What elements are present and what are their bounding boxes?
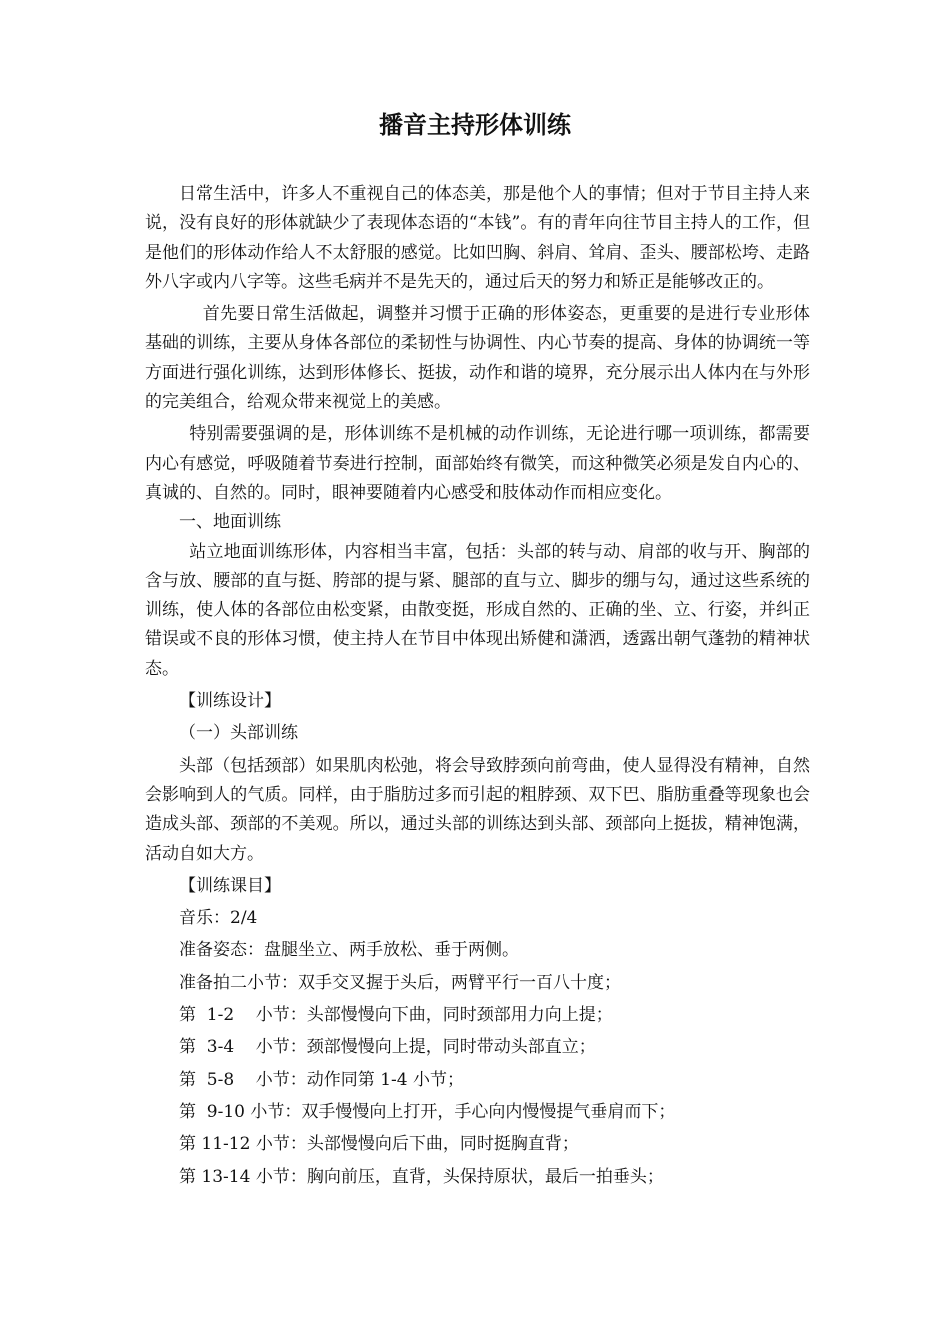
heading-training-course: 【训练课目】 — [179, 875, 281, 896]
step-music: 音乐：2/4 — [179, 908, 258, 929]
document-body — [145, 180, 810, 1192]
step-bars-5-8: 第 5-8 小节：动作同第 1-4 小节； — [179, 1069, 464, 1090]
paragraph-head-training: 头部（包括颈部）如果肌肉松弛，将会导致脖颈向前弯曲，使人显得没有精神，自然会影响到人的气质。同样，由于脂肪过多而引起的粗脖颈、双下巴、脂肪重叠等现象也会造成头部、颈部的不美观。所以，通过头部的训练达到头部、颈部向上挺拔，精神饱满，活动自如大方。 — [145, 755, 810, 864]
paragraph-floor-training: 站立地面训练形体，内容相当丰富，包括：头部的转与动、肩部的收与开、胸部的含与放、腰部的直与挺、胯部的提与紧、腿部的直与立、脚步的绷与勾，通过这些系统的训练，使人体的各部位由松变紧，由散变挺，形成自然的、正确的坐、立、行姿，并纠正错误或不良的形体习惯，使主持人在节目中体现出矫健和潇洒，透露出朝气蓬勃的精神状态。 — [145, 541, 810, 679]
step-bars-3-4: 第 3-4 小节：颈部慢慢向上提，同时带动头部直立； — [179, 1037, 596, 1058]
step-bars-11-12: 第 11-12 小节：头部慢慢向后下曲，同时挺胸直背； — [179, 1134, 579, 1155]
paragraph-emphasis: 特别需要强调的是，形体训练不是机械的动作训练，无论进行哪一项训练，都需要内心有感觉，呼吸随着节奏进行控制，面部始终有微笑，而这种微笑必须是发自内心的、真诚的、自然的。同时，眼神要随着内心感受和肢体动作而相应变化。 — [145, 424, 810, 503]
section-heading-floor-training: 一、地面训练 — [179, 512, 281, 533]
step-bars-9-10: 第 9-10 小节：双手慢慢向上打开，手心向内慢慢提气垂肩而下； — [179, 1101, 676, 1122]
paragraph-basics: 首先要日常生活做起，调整并习惯于正确的形体姿态，更重要的是进行专业形体基础的训练，主要从身体各部位的柔韧性与协调性、内心节奏的提高、身体的协调统一等方面进行强化训练，达到形体修长、挺拔，动作和谐的境界，充分展示出人体内在与外形的完美组合，给观众带来视觉上的美感。 — [145, 304, 810, 413]
heading-training-design: 【训练设计】 — [179, 691, 281, 712]
step-prep-beats: 准备拍二小节：双手交叉握于头后，两臂平行一百八十度； — [179, 972, 621, 993]
page-title: 播音主持形体训练 — [379, 111, 571, 139]
step-bars-1-2: 第 1-2 小节：头部慢慢向下曲，同时颈部用力向上提； — [179, 1005, 613, 1026]
paragraph-intro: 日常生活中，许多人不重视自己的体态美，那是他个人的事情；但对于节目主持人来说，没有良好的形体就缺少了表现体态语的“本钱”。有的青年向往节目主持人的工作，但是他们的形体动作给人不太舒服的感觉。比如凹胸、斜肩、耸肩、歪头、腰部松垮、走路外八字或内八字等。这些毛病并不是先天的，通过后天的努力和矫正是能够改正的。 — [145, 184, 810, 292]
step-list — [145, 904, 810, 1192]
subheading-head-training: （一）头部训练 — [179, 723, 298, 744]
step-prep-posture: 准备姿态：盘腿坐立、两手放松、垂于两侧。 — [179, 940, 519, 961]
step-bars-13-14: 第 13-14 小节：胸向前压，直背，头保持原状，最后一拍垂头； — [179, 1166, 664, 1187]
